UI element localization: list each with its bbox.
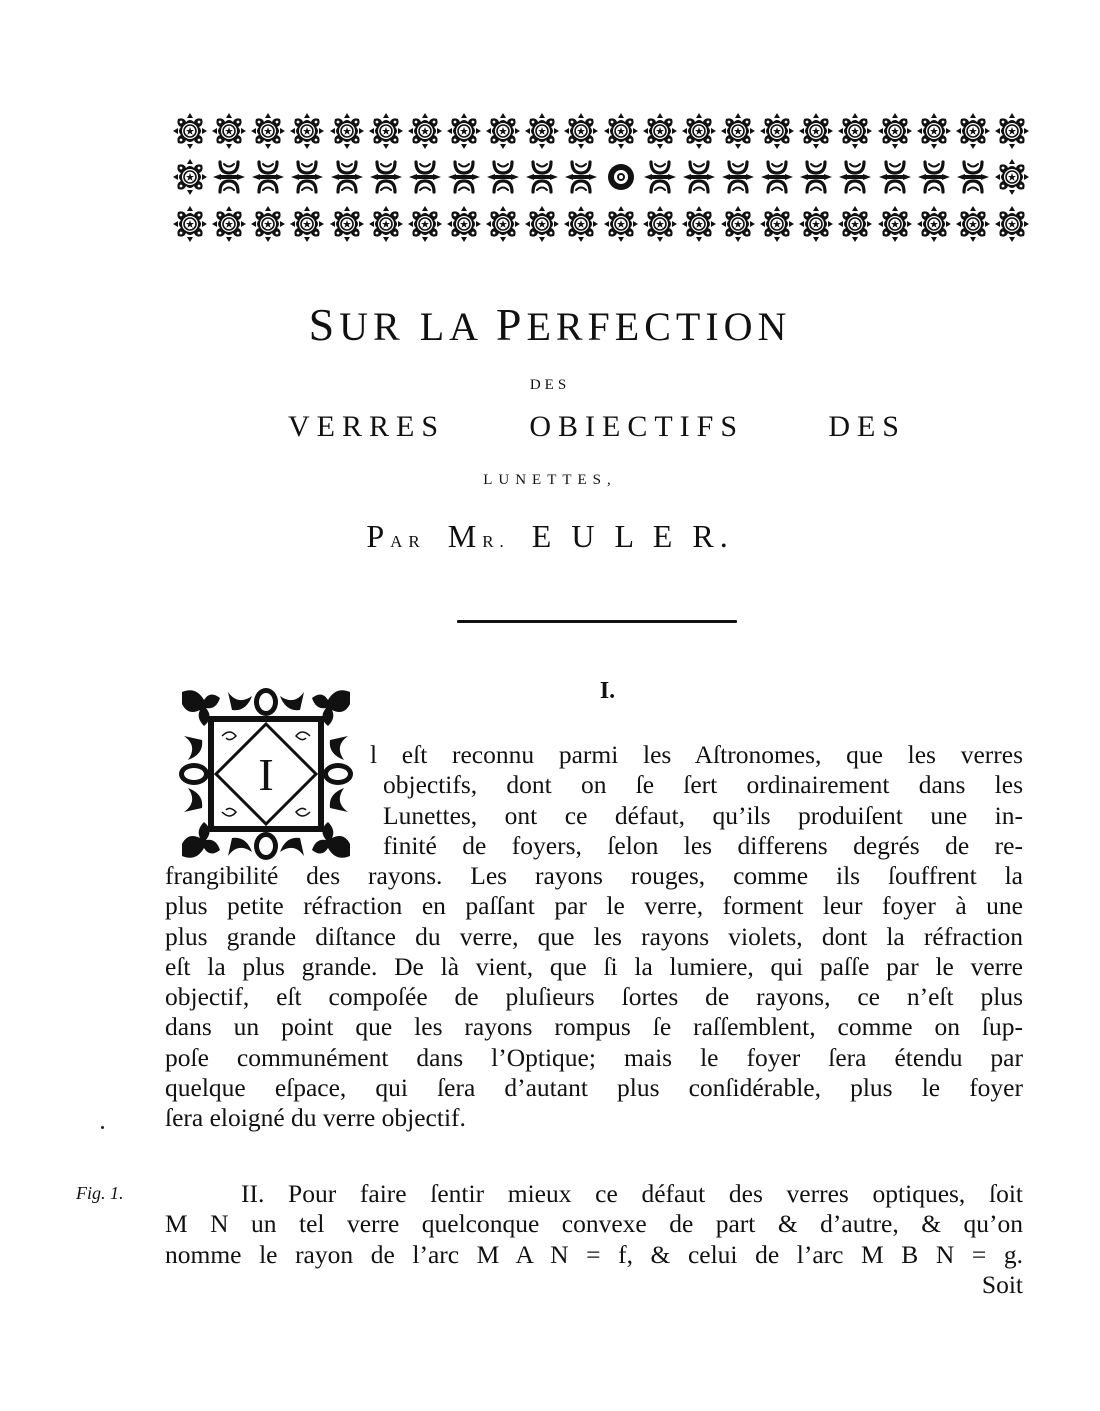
rosette-star-icon <box>603 205 639 243</box>
rosette-star-icon <box>642 112 678 150</box>
scroll-lyre-icon <box>485 158 521 196</box>
rosette-star-icon <box>368 112 404 150</box>
text-line: objectif, eſt compoſée de pluſieurs ſortes de rayons, ce n’eſt plus <box>165 982 1023 1012</box>
rosette-star-icon <box>524 205 560 243</box>
title-line-3 <box>288 410 906 444</box>
text-line: l eſt reconnu parmi les Aſtronomes, que les verres <box>370 740 1023 769</box>
rosette-star-icon <box>720 205 756 243</box>
rosette-star-icon <box>642 205 678 243</box>
figure-margin-note: Fig. 1. <box>76 1183 124 1203</box>
rosette-star-icon <box>877 205 913 243</box>
title-word-obiectifs: OBIECTIFS <box>529 410 745 443</box>
text-line: dans un point que les rayons rompus ſe raſſemblent, comme on ſup- <box>165 1012 1023 1042</box>
rosette-star-icon <box>250 205 286 243</box>
rosette-star-icon <box>446 205 482 243</box>
rosette-star-icon <box>563 112 599 150</box>
scroll-lyre-icon <box>211 158 247 196</box>
rosette-star-icon <box>407 112 443 150</box>
rosette-star-icon <box>916 112 952 150</box>
rosette-star-icon <box>720 112 756 150</box>
ornament-row-rosettes-bottom <box>172 205 1030 243</box>
rosette-star-icon <box>916 205 952 243</box>
horizontal-rule <box>457 620 737 623</box>
text-line: nomme le rayon de l’arc M A N = f, & celui de l’arc M B N = g. <box>165 1239 1023 1269</box>
title-text-erfection: ERFECTION <box>526 304 792 349</box>
scroll-lyre-icon <box>916 158 952 196</box>
rosette-star-icon <box>211 205 247 243</box>
rosette-star-icon <box>994 158 1030 196</box>
rosette-star-icon <box>994 205 1030 243</box>
rosette-star-icon <box>955 205 991 243</box>
title-word-des: DES <box>828 410 906 443</box>
author-par-rest: AR <box>390 532 426 551</box>
paragraph-1-full <box>165 861 1023 1134</box>
rosette-star-icon <box>681 112 717 150</box>
scroll-lyre-icon <box>642 158 678 196</box>
rosette-star-icon <box>798 205 834 243</box>
ring-medallion-icon <box>603 158 639 196</box>
title-word-verres: VERRES <box>288 410 446 443</box>
text-line: objectifs, dont on ſe ſert ordinairement dans les <box>383 770 1023 800</box>
author-mr-initial: M <box>447 518 483 554</box>
rosette-star-icon <box>485 112 521 150</box>
rosette-star-icon <box>485 205 521 243</box>
author-mr-rest: R. <box>482 532 510 551</box>
text-line: plus petite réfraction en paſſant par le verre, forment leur foyer à une <box>165 891 1023 921</box>
text-line: eſt la plus grande. De là vient, que ſi la lumiere, qui paſſe par le verre <box>165 951 1023 981</box>
scroll-lyre-icon <box>877 158 913 196</box>
scroll-lyre-icon <box>250 158 286 196</box>
scroll-lyre-icon <box>759 158 795 196</box>
decorative-initial <box>178 686 354 862</box>
title-line-2: DES <box>529 377 571 393</box>
ornament-row-rosettes-top <box>172 112 1030 150</box>
text-line: frangibilité des rayons. Les rayons rouges, comme ils ſouffrent la <box>165 861 1023 890</box>
scroll-lyre-icon <box>407 158 443 196</box>
rosette-star-icon <box>524 112 560 150</box>
title-text-ur-la: UR LA <box>339 304 496 349</box>
rosette-star-icon <box>407 205 443 243</box>
foliage-frame-icon <box>178 686 354 862</box>
rosette-star-icon <box>172 205 208 243</box>
rosette-star-icon <box>289 205 325 243</box>
rosette-star-icon <box>877 112 913 150</box>
rosette-star-icon <box>329 112 365 150</box>
scroll-lyre-icon <box>368 158 404 196</box>
title-line-4: LUNETTES, <box>483 472 617 488</box>
scroll-lyre-icon <box>563 158 599 196</box>
rosette-star-icon <box>603 112 639 150</box>
text-line: ſera eloigné du verre objectif. <box>165 1103 466 1133</box>
title-line-1 <box>0 298 1100 351</box>
scroll-lyre-icon <box>681 158 717 196</box>
rosette-star-icon <box>955 112 991 150</box>
rosette-star-icon <box>368 205 404 243</box>
rosette-star-icon <box>446 112 482 150</box>
rosette-star-icon <box>211 112 247 150</box>
scroll-lyre-icon <box>446 158 482 196</box>
rosette-star-icon <box>289 112 325 150</box>
rosette-star-icon <box>172 158 208 196</box>
rosette-star-icon <box>172 112 208 150</box>
rosette-star-icon <box>563 205 599 243</box>
author-line <box>0 518 1100 555</box>
text-line: finité de foyers, ſelon les differens degrés de re- <box>383 830 1023 860</box>
title-initial-p: P <box>495 299 527 350</box>
text-line: II. Pour faire ſentir mieux ce défaut des verres optiques, ſoit <box>241 1179 1023 1208</box>
paragraph-1-indented <box>370 740 1023 861</box>
text-line: Lunettes, ont ce défaut, qu’ils produiſent une in- <box>383 800 1023 830</box>
section-number-1: I. <box>599 678 616 704</box>
rosette-star-icon <box>759 205 795 243</box>
scroll-lyre-icon <box>289 158 325 196</box>
title-initial-s: S <box>308 299 340 350</box>
text-line: poſe communément dans l’Optique; mais le foyer ſera étendu par <box>165 1042 1023 1072</box>
rosette-star-icon <box>798 112 834 150</box>
scroll-lyre-icon <box>329 158 365 196</box>
rosette-star-icon <box>837 205 873 243</box>
text-line: quelque eſpace, qui ſera d’autant plus conſidérable, plus le foyer <box>165 1073 1023 1103</box>
catchword: Soit <box>981 1269 1023 1299</box>
rosette-star-icon <box>250 112 286 150</box>
scroll-lyre-icon <box>837 158 873 196</box>
paragraph-2 <box>165 1179 1023 1300</box>
dropcap-letter: I <box>258 749 274 800</box>
rosette-star-icon <box>994 112 1030 150</box>
scroll-lyre-icon <box>524 158 560 196</box>
rosette-star-icon <box>681 205 717 243</box>
text-line: M N un tel verre quelconque convexe de part & d’autre, & qu’on <box>165 1209 1023 1239</box>
scroll-lyre-icon <box>798 158 834 196</box>
scroll-lyre-icon <box>720 158 756 196</box>
rosette-star-icon <box>837 112 873 150</box>
author-name: E U L E R. <box>531 518 734 554</box>
text-line: plus grande diſtance du verre, que les rayons violets, dont la réfraction <box>165 921 1023 951</box>
scroll-lyre-icon <box>955 158 991 196</box>
print-speck <box>101 1126 104 1129</box>
rosette-star-icon <box>329 205 365 243</box>
rosette-star-icon <box>759 112 795 150</box>
ornament-row-scrolls <box>172 158 1030 196</box>
author-par-initial: P <box>366 518 391 554</box>
